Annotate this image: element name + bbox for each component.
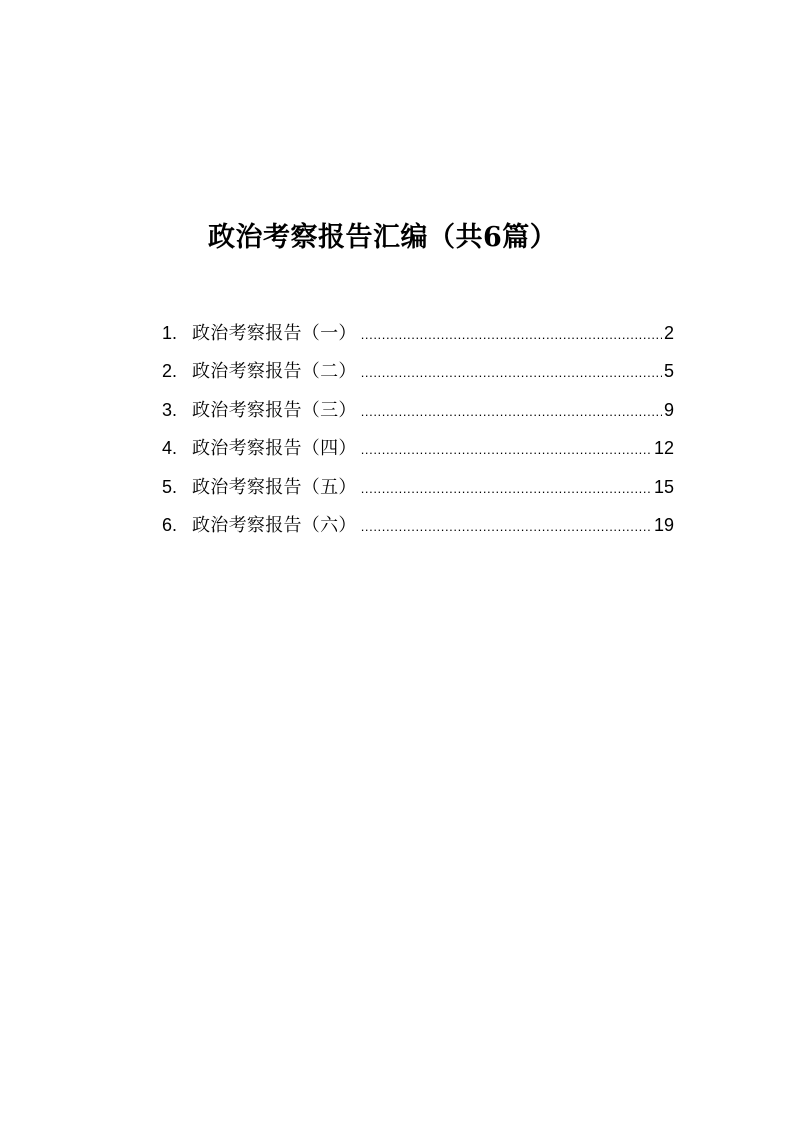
toc-entry-label: 政治考察报告（六）	[192, 514, 357, 536]
toc-entry-page: 9	[663, 399, 674, 420]
toc-dot-leader	[361, 316, 662, 354]
toc-entry-page: 12	[653, 438, 674, 459]
toc-entry-number: 3.	[162, 399, 178, 420]
toc-entry-3[interactable]	[162, 391, 674, 429]
toc-entry-page: 5	[663, 361, 674, 382]
toc-entry-4[interactable]	[162, 429, 674, 467]
toc-dot-leader	[361, 393, 662, 431]
toc-entry-number: 5.	[162, 476, 178, 497]
toc-entry-number: 1.	[162, 323, 178, 343]
toc-dot-leader	[361, 470, 652, 508]
toc-dot-leader	[361, 354, 662, 392]
toc-entry-label: 政治考察报告（一）	[192, 323, 357, 344]
toc-dot-leader	[361, 508, 652, 546]
toc-dot-leader	[361, 431, 652, 469]
table-of-contents	[162, 314, 674, 544]
toc-entry-label: 政治考察报告（二）	[192, 361, 357, 383]
toc-entry-label: 政治考察报告（四）	[192, 438, 357, 460]
toc-entry-page: 19	[653, 514, 674, 535]
toc-entry-page: 2	[663, 323, 674, 343]
document-title: 政治考察报告汇编（共6篇）	[208, 222, 558, 253]
toc-entry-number: 4.	[162, 438, 178, 459]
toc-entry-number: 6.	[162, 514, 178, 535]
toc-entry-6[interactable]	[162, 506, 674, 544]
toc-entry-2[interactable]	[162, 352, 674, 390]
toc-entry-label: 政治考察报告（五）	[192, 476, 357, 498]
toc-entry-1[interactable]	[162, 314, 674, 352]
toc-entry-number: 2.	[162, 361, 178, 382]
toc-entry-label: 政治考察报告（三）	[192, 399, 357, 421]
toc-entry-5[interactable]	[162, 468, 674, 506]
toc-entry-page: 15	[653, 476, 674, 497]
